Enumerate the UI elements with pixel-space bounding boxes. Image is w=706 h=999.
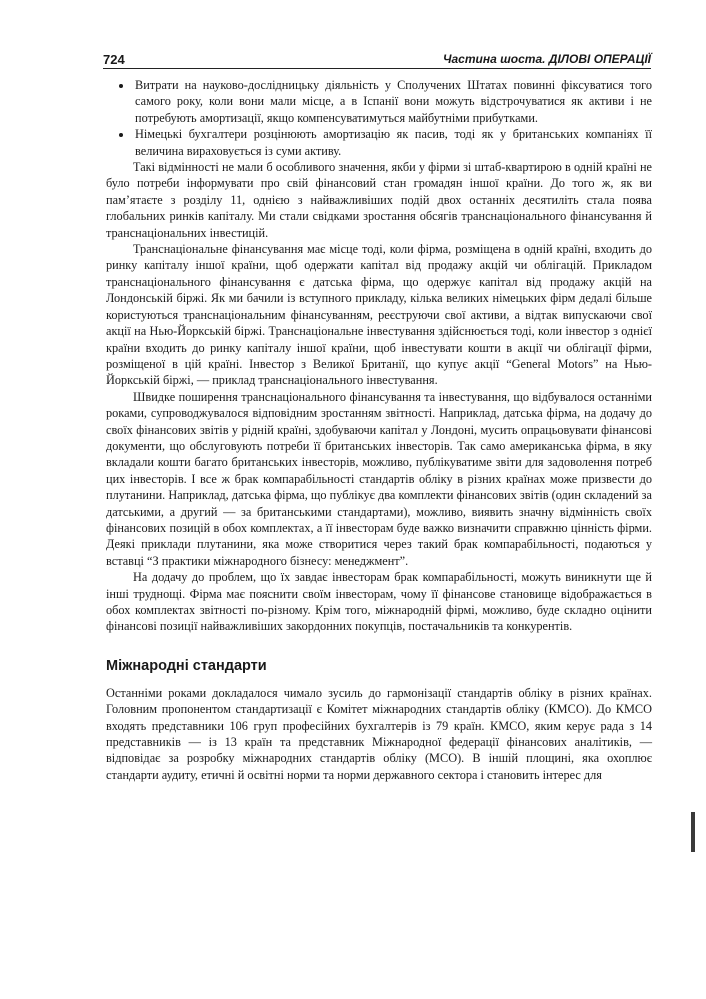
body-paragraph: Швидке поширення транснаціонального фінансування та інвестування, що відбувалося останніми роками, супроводжувалося відповідним зростанням звітності. Наприклад, датська фірма, на додачу до своїх фінансових звітів у рідній країні, здобуваючи капітал у Лондоні, мусить опрацьовувати фінансові документи, що обслуговують потреби її британських інвесторів. Так само американська фірма, в яку вкладали кошти багато британських інвесторів, можливо, публікуватиме звіти для задоволення потреб цих інвесторів. І все ж брак компарабільності стандартів обліку в різних країнах може призвести до плутанини. Наприклад, датська фірма, що публікує два комплекти фінансових звітів (один складений за датськими, а другий — за британськими стандартами), можливо, виявить значну відмінність своїх фінансових позицій в обох комплектах, а її інвесторам буде важко визначити справжню цінність фірми. Деякі приклади плутанини, яка може створитися через такий брак компарабільності, подаються у вставці “З практики міжнародного бізнесу: менеджмент”. — [106, 389, 652, 568]
page-header — [103, 52, 651, 69]
page-number: 724 — [103, 52, 125, 67]
section-spacer — [106, 635, 652, 657]
bullet-item: • Німецькі бухгалтери розцінюють амортизацію як пасив, тоді як у британських компаніях її величина вираховується із суми активу. — [133, 126, 652, 159]
scan-edge-mark — [691, 812, 695, 852]
body-paragraph: Такі відмінності не мали б особливого значення, якби у фірми зі штаб-квартирою в одній країні не було потреби інформувати про свій фінансовий стан громадян іншої країни. До того ж, як ви пам’ятаєте з розділу 11, однією з найважливіших подій двох останніх десятиліть стала поява глобальних ринків капіталу. Ми стали свідками зростання обсягів транснаціонального фінансування й транснаціональних інвестицій. — [106, 160, 652, 240]
body-paragraph: На додачу до проблем, що їх завдає інвесторам брак компарабільності, можуть виникнути ще й інші труднощі. Фірма має пояснити своїм інвесторам, чому її фінансове становище відображається в обох комплектах звітності по-різному. Крім того, міжнародній фірмі, можливо, буде складно оцінити фінансові позиції найважливіших закордонних покупців, постачальників та конкурентів. — [106, 570, 652, 634]
page-body — [106, 77, 652, 783]
bullet-item: • Витрати на науково-дослідницьку діяльність у Сполучених Штатах повинні фіксуватися того самого року, коли вони мали місце, а в Іспанії вони можуть відстрочуватися як активи і не потребують амортизації, якщо компенсуватимуться майбутніми прибутками. — [133, 77, 652, 126]
section-heading: Міжнародні стандарти — [106, 657, 267, 674]
heading-spacer — [106, 675, 652, 685]
section-paragraph: Останніми роками докладалося чимало зусиль до гармонізації стандартів обліку в різних країнах. Головним пропонентом стандартизації є Комітет міжнародних стандартів обліку (КМСО). До КМСО входять представники 106 груп професійних бухгалтерів із 79 країн. КМСО, яким керує рада з 14 представників — із 13 країн та представник Міжнародної федерації фінансових аналітиків, — відповідає за розробку міжнародних стандартів обліку (МСО). В іншій площині, яка охоплює стандарти аудиту, етичні й освітні норми та норми державного сектора і становить інтерес для — [106, 685, 652, 782]
body-paragraph: Транснаціональне фінансування має місце тоді, коли фірма, розміщена в одній країні, входить до ринку капіталу іншої країни, щоб одержати капітал від продажу акцій чи облігацій. Прикладом транснаціонального фінансування є датська фірма, що одержує капітал від продажу акцій на Лондонській біржі. Як ми бачили із вступного прикладу, кілька великих німецьких фірм дедалі більше користуються транснаціональним фінансуванням, реєструючи свої активи, а відтак випускаючи свої акції на Нью-Йоркській біржі. Транснаціональне інвестування здійснюється тоді, коли інвестор з однієї країни входить до ринку капіталу іншої країни, щоб інвестувати кошти в акції чи облігації фірми, розміщеної в цій країні. Інвестор з Великої Британії, що купує акції “General Motors” на Нью-Йоркській біржі, — приклад транснаціонального інвестування. — [106, 242, 652, 388]
bullet-list — [106, 77, 652, 159]
running-title: Частина шоста. ДІЛОВІ ОПЕРАЦІЇ — [443, 52, 651, 66]
